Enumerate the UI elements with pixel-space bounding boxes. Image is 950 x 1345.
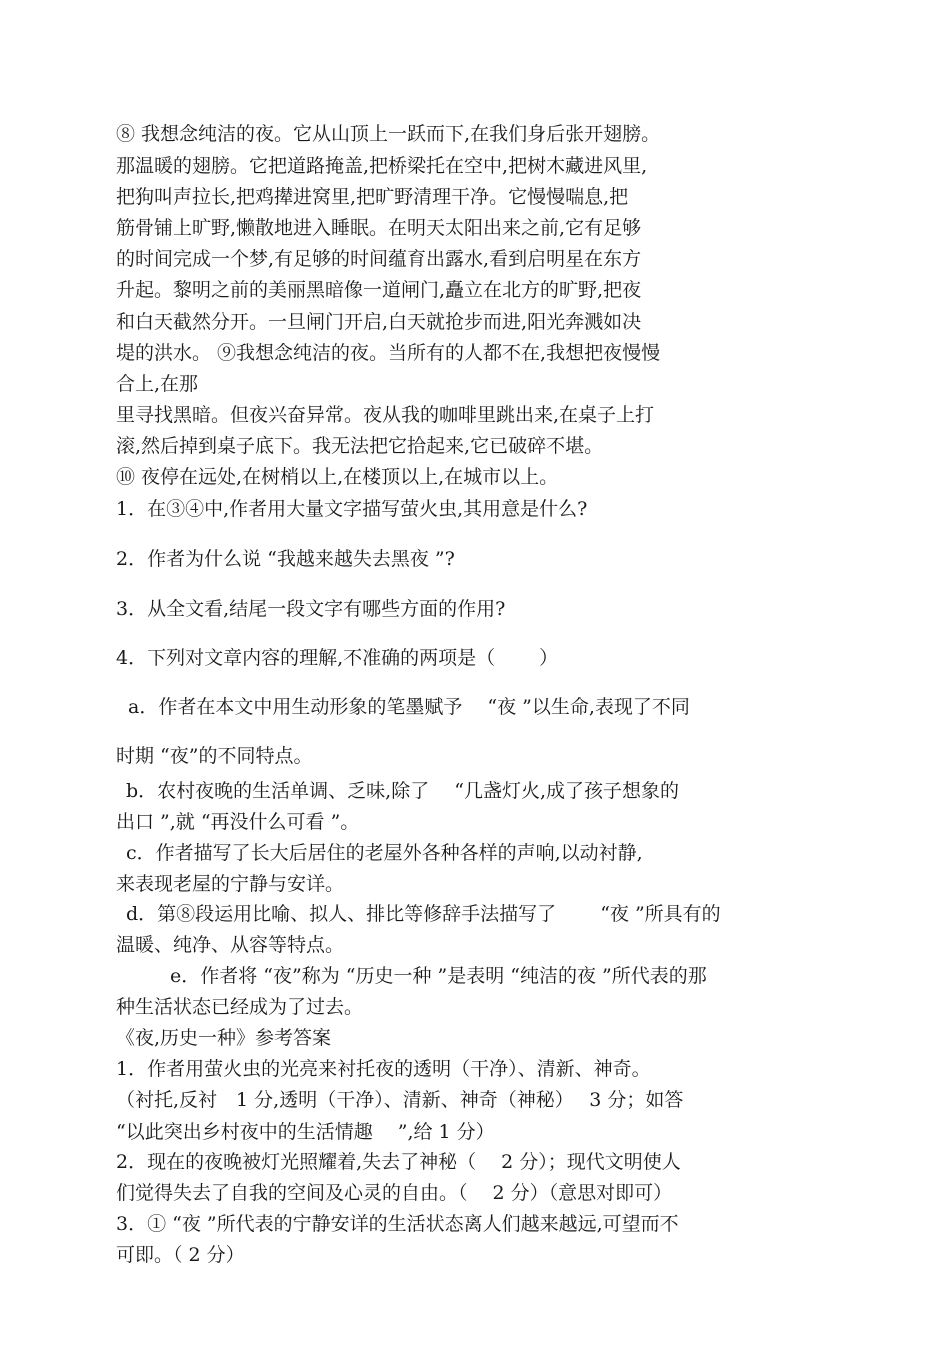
answer-line: 们觉得失去了自我的空间及心灵的自由。（ 2 分）（意思对即可） bbox=[116, 1182, 673, 1204]
answer-line: “以此突出乡村夜中的生活情趣 ”,给 1 分） bbox=[116, 1121, 495, 1143]
passage-line: ⑩ 夜停在远处,在树梢以上,在楼顶以上,在城市以上。 bbox=[116, 466, 559, 488]
answer-line: 2．现在的夜晚被灯光照耀着,失去了神秘（ 2 分）；现代文明使人 bbox=[116, 1151, 681, 1173]
option-a: a．作者在本文中用生动形象的笔墨赋予 “夜 ”以生命,表现了不同 bbox=[128, 696, 690, 718]
answer-line: 可即。（ 2 分） bbox=[116, 1244, 245, 1266]
option-c-cont: 来表现老屋的宁静与安详。 bbox=[116, 873, 345, 895]
option-e-cont: 种生活状态已经成为了过去。 bbox=[116, 996, 364, 1018]
passage-line: 那温暖的翅膀。它把道路掩盖,把桥梁托在空中,把树木藏进风里, bbox=[116, 155, 648, 177]
option-b: b．农村夜晚的生活单调、乏味,除了 “几盏灯火,成了孩子想象的 bbox=[126, 780, 679, 802]
option-b-cont: 出口 ”,就 “再没什么可看 ”。 bbox=[116, 811, 360, 833]
question-3: 3．从全文看,结尾一段文字有哪些方面的作用? bbox=[116, 598, 506, 620]
answer-line: 1．作者用萤火虫的光亮来衬托夜的透明（干净）、清新、神奇。 bbox=[116, 1058, 651, 1080]
option-d: d．第⑧段运用比喻、拟人、排比等修辞手法描写了 “夜 ”所具有的 bbox=[126, 903, 721, 925]
question-4: 4．下列对文章内容的理解,不准确的两项是（ ） bbox=[116, 647, 559, 669]
answer-title: 《夜,历史一种》参考答案 bbox=[116, 1027, 332, 1049]
passage-line: 升起。黎明之前的美丽黑暗像一道闸门,矗立在北方的旷野,把夜 bbox=[116, 279, 642, 301]
option-c: c．作者描写了长大后居住的老屋外各种各样的声响,以动衬静, bbox=[126, 842, 643, 864]
question-2: 2．作者为什么说 “我越来越失去黑夜 ”? bbox=[116, 548, 455, 570]
question-1: 1．在③④中,作者用大量文字描写萤火虫,其用意是什么? bbox=[116, 498, 588, 520]
passage-line: 里寻找黑暗。但夜兴奋异常。夜从我的咖啡里跳出来,在桌子上打 bbox=[116, 404, 655, 426]
option-a-cont: 时期 “夜”的不同特点。 bbox=[116, 745, 313, 767]
passage-line: 合上,在那 bbox=[116, 373, 199, 395]
passage-line: 把狗叫声拉长,把鸡撵进窝里,把旷野清理干净。它慢慢喘息,把 bbox=[116, 186, 629, 208]
option-d-cont: 温暖、纯净、从容等特点。 bbox=[116, 934, 345, 956]
passage-line: 筋骨铺上旷野,懒散地进入睡眠。在明天太阳出来之前,它有足够 bbox=[116, 217, 642, 239]
passage-line: 和白天截然分开。一旦闸门开启,白天就抢步而进,阳光奔溅如决 bbox=[116, 311, 642, 333]
option-e: e．作者将 “夜”称为 “历史一种 ”是表明 “纯洁的夜 ”所代表的那 bbox=[170, 965, 707, 987]
passage-line: 的时间完成一个梦,有足够的时间蕴育出露水,看到启明星在东方 bbox=[116, 248, 642, 270]
answer-line: （衬托,反衬 1 分,透明（干净）、清新、神奇（神秘） 3 分；如答 bbox=[116, 1089, 684, 1111]
passage-line: 滚,然后掉到桌子底下。我无法把它拾起来,它已破碎不堪。 bbox=[116, 435, 604, 457]
answer-line: 3．① “夜 ”所代表的宁静安详的生活状态离人们越来越远,可望而不 bbox=[116, 1213, 679, 1235]
passage-line: 堤的洪水。 ⑨我想念纯洁的夜。当所有的人都不在,我想把夜慢慢 bbox=[116, 342, 661, 364]
passage-line: ⑧ 我想念纯洁的夜。它从山顶上一跃而下,在我们身后张开翅膀。 bbox=[116, 123, 661, 145]
